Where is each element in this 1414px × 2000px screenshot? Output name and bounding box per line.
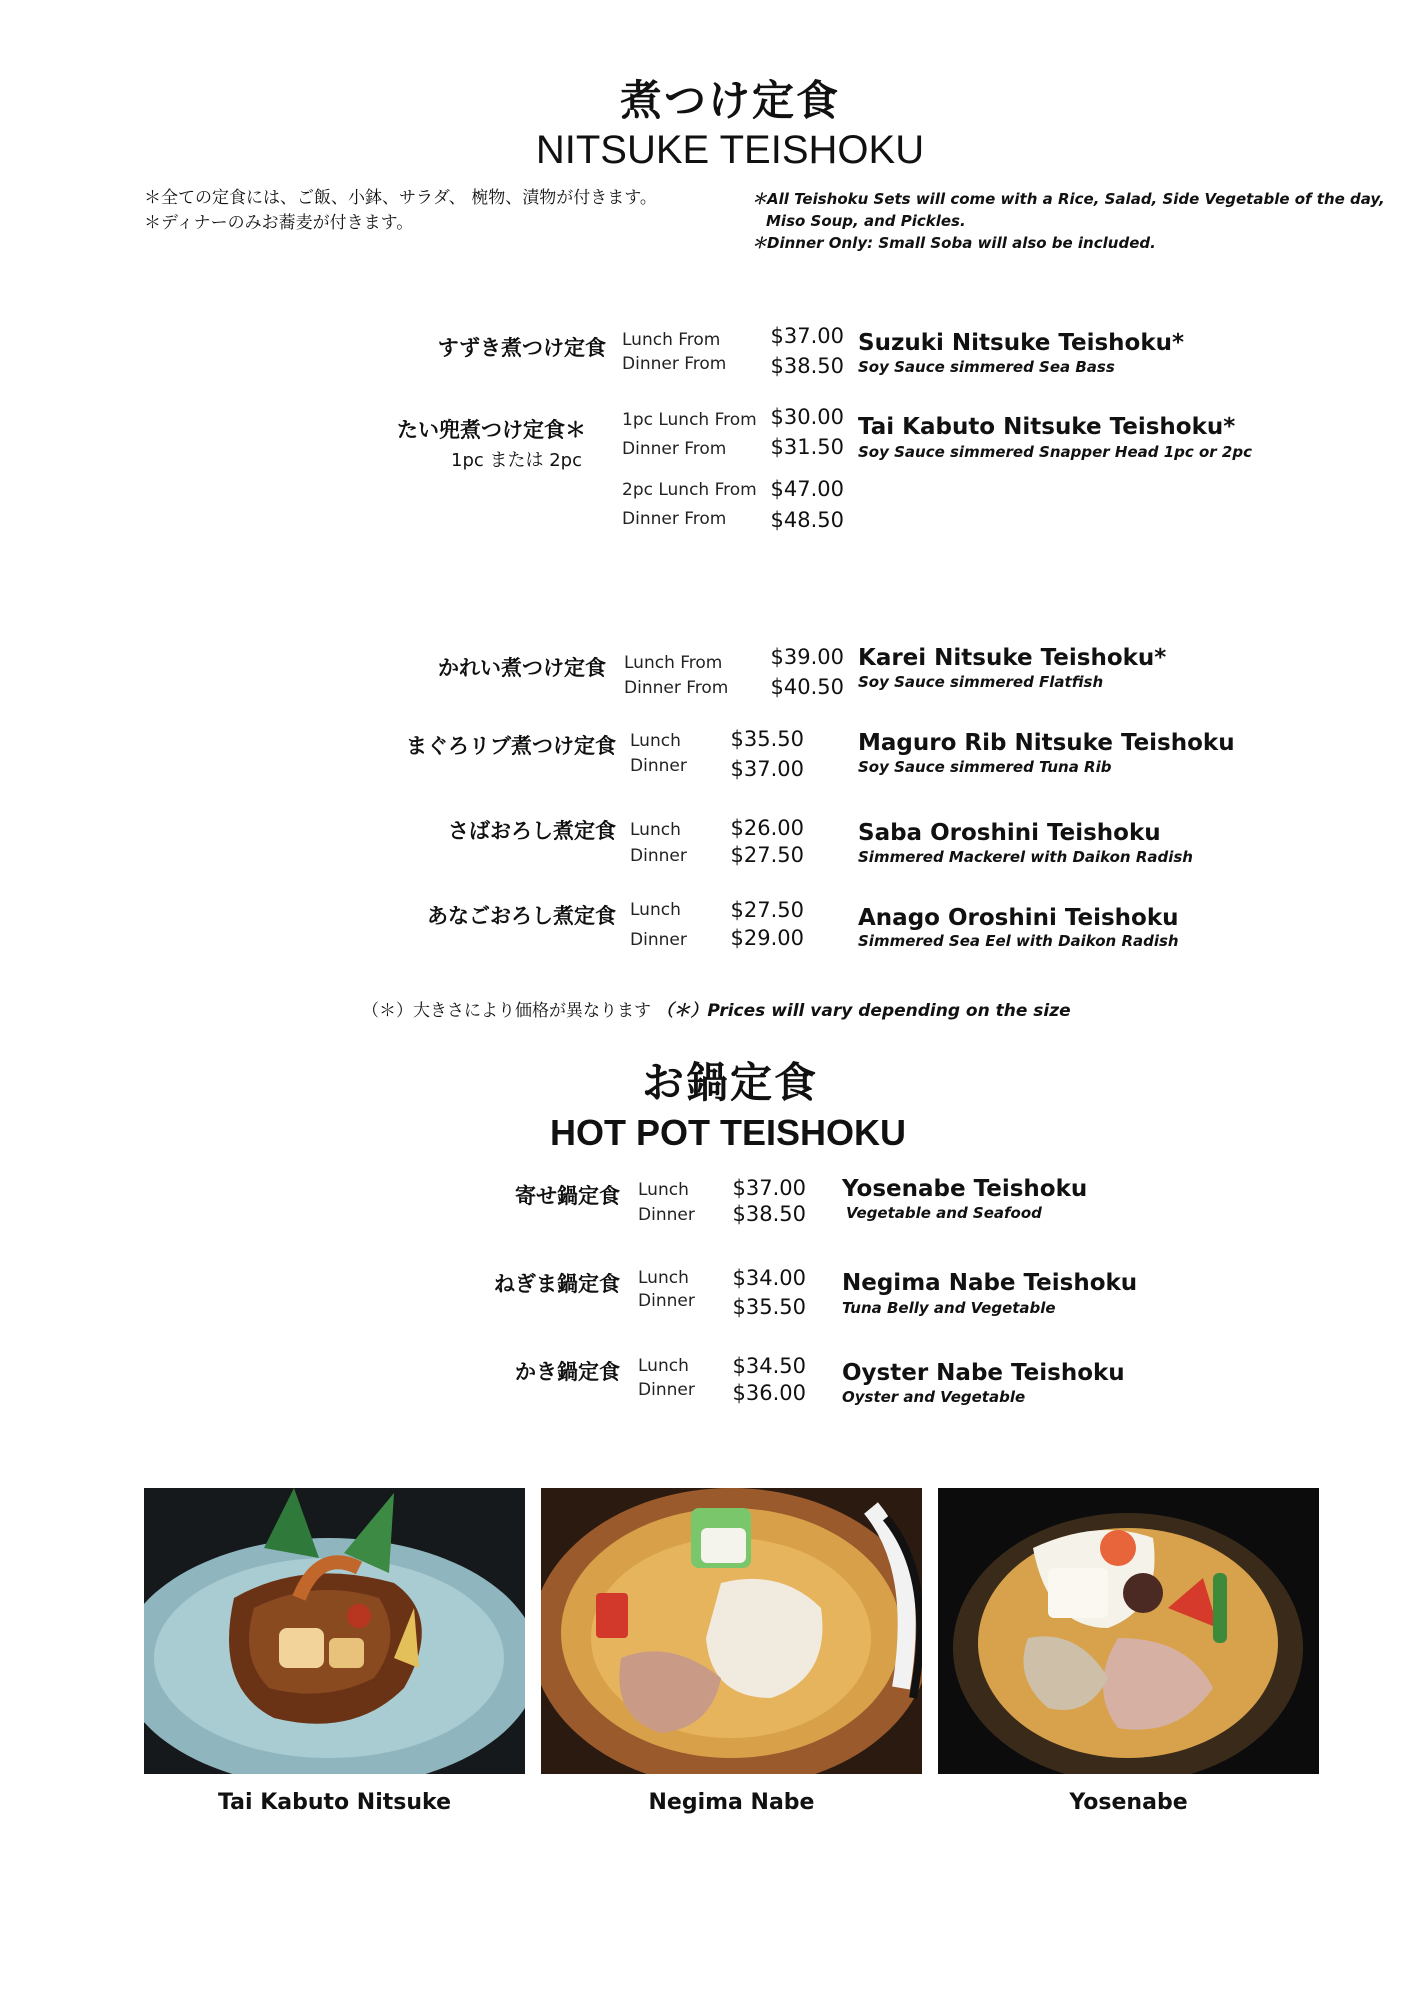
price-value: $31.50 (770, 435, 844, 459)
item-en-desc: Oyster and Vegetable (842, 1388, 1026, 1406)
price-label: Dinner (630, 756, 687, 776)
price-label: Dinner (638, 1380, 695, 1400)
price-label: Lunch From (622, 330, 721, 350)
price-label: Dinner (638, 1205, 695, 1225)
item-en-name: Anago Oroshini Teishoku (858, 905, 1179, 931)
note-jp-line: ＊全ての定食には、ご飯、小鉢、サラダ、 椀物、漬物が付きます。 (144, 188, 657, 208)
hotpot-title-jp: お鍋定食 (641, 1058, 818, 1107)
item-en-desc: Soy Sauce simmered Sea Bass (858, 358, 1115, 376)
size-note (362, 996, 1071, 1021)
price-value: $38.50 (770, 354, 844, 378)
price-value: $35.50 (732, 1295, 806, 1319)
price-value: $29.00 (730, 926, 804, 950)
photo-tai-kabuto (144, 1488, 525, 1774)
price-value: $34.50 (732, 1354, 806, 1378)
notes-en (752, 188, 1385, 254)
price-label: Lunch (638, 1356, 689, 1376)
item-jp-name: たい兜煮つけ定食＊ (397, 418, 586, 442)
price-value: $27.50 (730, 843, 804, 867)
item-jp-name: あなごおろし煮定食 (427, 904, 616, 928)
price-value: $37.00 (730, 757, 804, 781)
item-jp-name: ねぎま鍋定食 (494, 1272, 620, 1296)
price-label: Dinner (638, 1291, 695, 1311)
item-en-name: Yosenabe Teishoku (842, 1176, 1088, 1202)
size-note-en: （＊）Prices will vary depending on the size (656, 1001, 1071, 1021)
item-en-name: Saba Oroshini Teishoku (858, 820, 1161, 846)
note-jp-line: ＊ディナーのみお蕎麦が付きます。 (144, 213, 414, 233)
note-en-line: Miso Soup, and Pickles. (766, 212, 966, 230)
item-jp-name: まぐろリブ煮つけ定食 (406, 734, 616, 758)
price-value: $37.00 (770, 324, 844, 348)
price-value: $36.00 (732, 1381, 806, 1405)
item-en-desc: Soy Sauce simmered Flatfish (858, 673, 1104, 691)
item-en-desc: Vegetable and Seafood (846, 1204, 1042, 1222)
price-value: $26.00 (730, 816, 804, 840)
item-jp-name: かれい煮つけ定食 (438, 656, 606, 680)
item-jp-sub: 1pc または 2pc (451, 450, 582, 471)
price-value: $40.50 (770, 675, 844, 699)
price-value: $34.00 (732, 1266, 806, 1290)
price-value: $47.00 (770, 477, 844, 501)
price-label: Lunch (630, 820, 681, 840)
price-value: $48.50 (770, 508, 844, 532)
item-en-desc: Soy Sauce simmered Snapper Head 1pc or 2pc (858, 443, 1252, 461)
price-value: $39.00 (770, 645, 844, 669)
item-en-name: Karei Nitsuke Teishoku* (858, 645, 1167, 671)
note-en-line: ＊All Teishoku Sets will come with a Rice, Salad, Side Vegetable of the day, (752, 190, 1385, 208)
photo-yosenabe-illustration (938, 1488, 1319, 1774)
item-en-desc: Simmered Sea Eel with Daikon Radish (858, 932, 1179, 950)
price-label: Dinner From (622, 354, 727, 374)
price-label: Lunch (630, 900, 681, 920)
photo-caption: Negima Nabe (648, 1790, 815, 1815)
nitsuke-title-jp: 煮つけ定食 (619, 76, 840, 125)
hotpot-title-en: HOT POT TEISHOKU (549, 1112, 906, 1153)
price-value: $27.50 (730, 898, 804, 922)
price-label: Dinner (630, 846, 687, 866)
item-en-desc: Tuna Belly and Vegetable (842, 1299, 1056, 1317)
size-note-jp: （＊）大きさにより価格が異なります (362, 1001, 651, 1021)
price-label: 1pc Lunch From (622, 410, 757, 430)
price-label: 2pc Lunch From (622, 480, 757, 500)
price-label: Lunch (638, 1180, 689, 1200)
photo-caption: Yosenabe (1069, 1790, 1188, 1815)
price-label: Lunch From (624, 653, 723, 673)
item-jp-name: さばおろし煮定食 (448, 819, 616, 843)
item-en-name: Oyster Nabe Teishoku (842, 1360, 1125, 1386)
photo-tai-kabuto-illustration (144, 1488, 525, 1774)
item-jp-name: 寄せ鍋定食 (515, 1184, 620, 1208)
price-value: $35.50 (730, 727, 804, 751)
item-en-name: Negima Nabe Teishoku (842, 1270, 1138, 1296)
item-jp-name: すずき煮つけ定食 (437, 336, 606, 360)
note-en-line: ＊Dinner Only: Small Soba will also be included. (752, 234, 1156, 252)
price-value: $38.50 (732, 1202, 806, 1226)
price-label: Dinner From (624, 678, 729, 698)
price-value: $30.00 (770, 405, 844, 429)
item-en-name: Tai Kabuto Nitsuke Teishoku* (858, 414, 1236, 440)
price-label: Dinner (630, 930, 687, 950)
price-value: $37.00 (732, 1176, 806, 1200)
price-label: Dinner From (622, 509, 727, 529)
photo-caption: Tai Kabuto Nitsuke (218, 1790, 451, 1815)
item-en-name: Suzuki Nitsuke Teishoku* (858, 330, 1185, 356)
item-en-desc: Simmered Mackerel with Daikon Radish (858, 848, 1193, 866)
item-en-desc: Soy Sauce simmered Tuna Rib (858, 758, 1112, 776)
notes-jp (144, 186, 657, 236)
price-label: Lunch (630, 731, 681, 751)
nitsuke-title-en: NITSUKE TEISHOKU (535, 128, 925, 172)
item-jp-name: かき鍋定食 (515, 1360, 620, 1384)
photo-negima-nabe-illustration (541, 1488, 922, 1774)
price-label: Dinner From (622, 439, 727, 459)
photo-yosenabe (938, 1488, 1319, 1774)
photo-negima-nabe (541, 1488, 922, 1774)
item-en-name: Maguro Rib Nitsuke Teishoku (858, 730, 1235, 756)
price-label: Lunch (638, 1268, 689, 1288)
